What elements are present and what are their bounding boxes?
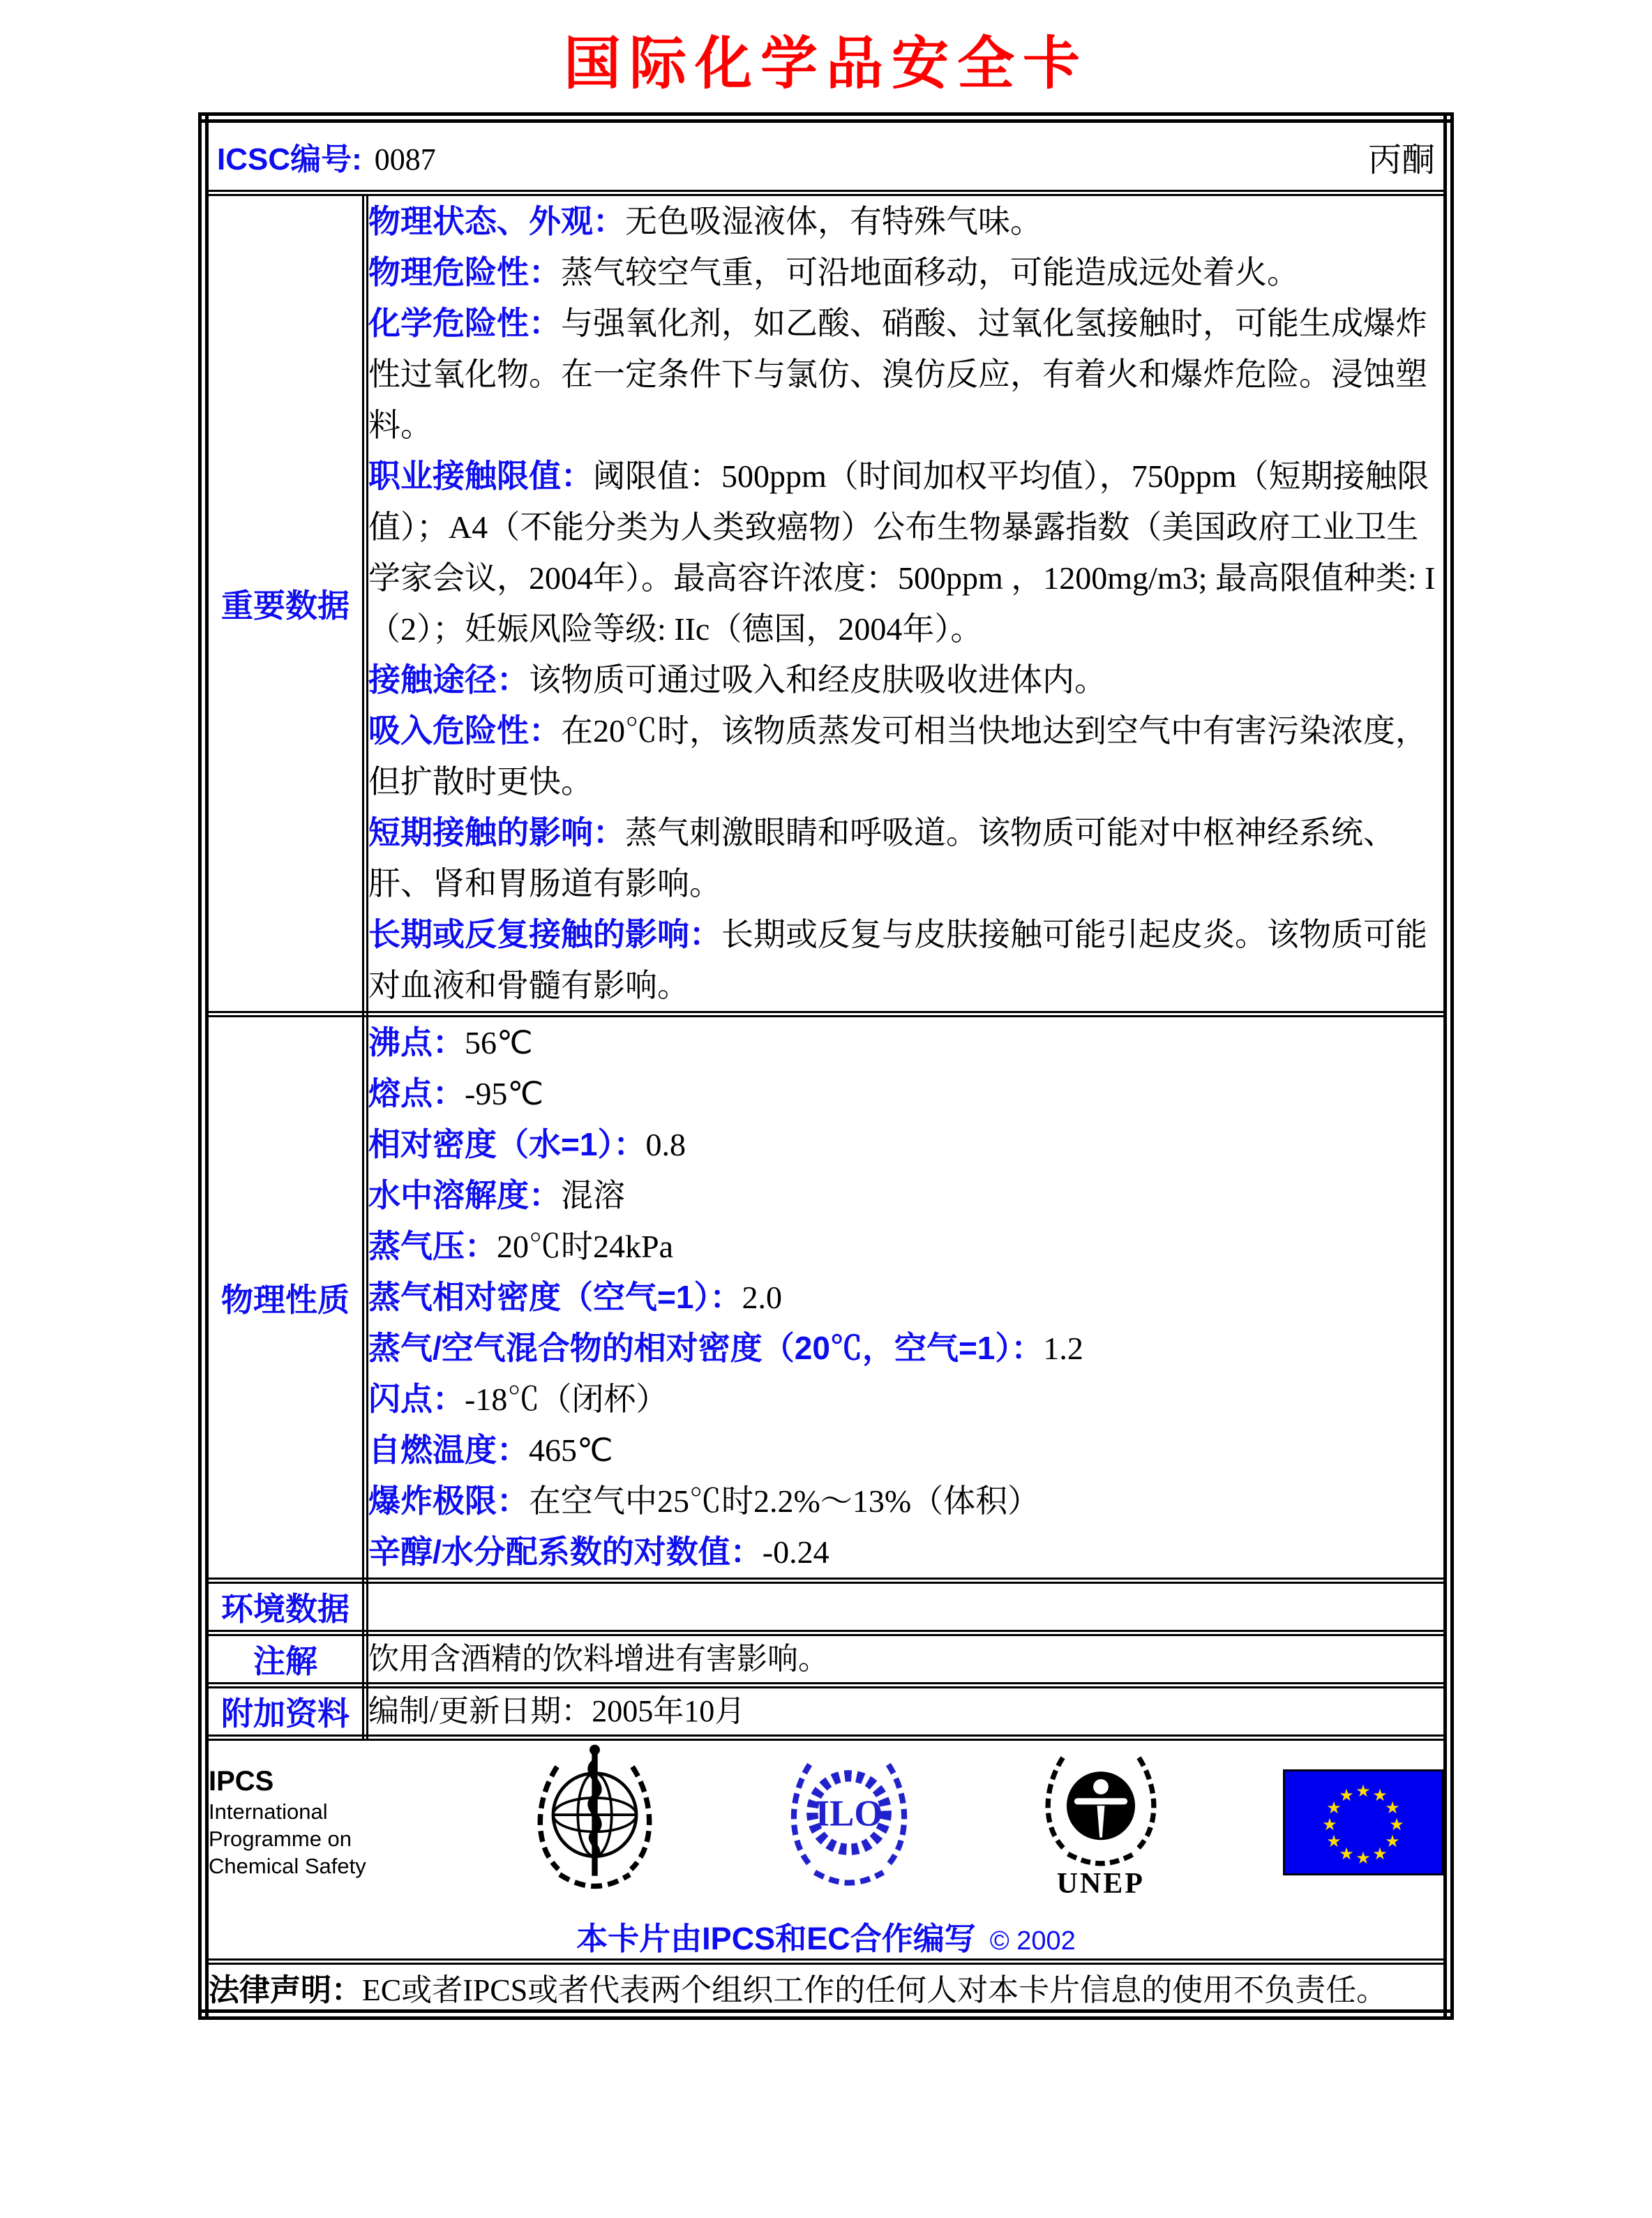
data-item xyxy=(368,909,1443,1011)
credit-line xyxy=(209,1913,1443,1958)
header-row xyxy=(204,118,1449,193)
property-item xyxy=(368,1425,1443,1476)
item-label: 物理危险性： xyxy=(368,254,561,290)
ilo-logo xyxy=(779,1748,919,1896)
copyright-text: © 2002 xyxy=(989,1926,1076,1956)
eu-flag xyxy=(1283,1769,1443,1875)
data-item xyxy=(368,451,1443,654)
item-text: 与强氧化剂，如乙酸、硝酸、过氧化氢接触时，可能生成爆炸性过氧化物。在一定条件下与氯仿、溴仿反应，有着火和爆炸危险。浸蚀塑料。 xyxy=(368,306,1427,443)
item-text: -0.24 xyxy=(762,1534,829,1570)
property-item xyxy=(368,1221,1443,1272)
legal-cell xyxy=(204,1962,1449,2015)
svg-text:★: ★ xyxy=(1339,1843,1354,1864)
row-label-notes: 注解 xyxy=(253,1643,317,1679)
property-item xyxy=(368,1323,1443,1374)
item-text: -18℃（闭杯） xyxy=(465,1381,668,1417)
page-title: 国际化学品安全卡 xyxy=(563,32,1088,96)
data-item xyxy=(368,654,1443,705)
item-label: 化学危险性： xyxy=(368,305,561,341)
ipcs-line: Programme on xyxy=(209,1827,352,1851)
item-label: 水中溶解度： xyxy=(368,1177,561,1213)
chemical-name: 丙酮 xyxy=(1367,141,1435,179)
item-label: 物理状态、外观： xyxy=(368,203,625,239)
item-text: 长期或反复与皮肤接触可能引起皮炎。该物质可能对血液和骨髓有影响。 xyxy=(368,917,1427,1003)
additional-info-content xyxy=(366,1686,1449,1738)
notes-text: 饮用含酒精的饮料增进有害影响。 xyxy=(368,1642,829,1676)
item-label: 蒸气压： xyxy=(368,1228,497,1264)
notes-content xyxy=(366,1633,1449,1686)
physical-properties-content xyxy=(366,1014,1449,1581)
item-label: 相对密度（水=1）： xyxy=(368,1126,646,1162)
row-label-additional-info: 附加资料 xyxy=(221,1695,350,1732)
svg-text:★: ★ xyxy=(1372,1785,1388,1805)
data-item xyxy=(368,705,1443,807)
legal-row xyxy=(204,1962,1449,2015)
physical-properties-row xyxy=(204,1014,1449,1581)
item-text: 在空气中25℃时2.2%～13%（体积） xyxy=(529,1483,1040,1519)
item-label: 职业接触限值： xyxy=(368,458,593,494)
legal-label: 法律声明： xyxy=(209,1973,362,2007)
item-text: 混溶 xyxy=(561,1178,625,1213)
additional-info-text: 编制/更新日期：2005年10月 xyxy=(368,1694,746,1728)
item-text: 蒸气刺激眼睛和呼吸道。该物质可能对中枢神经系统、肝、肾和胃肠道有影响。 xyxy=(368,815,1395,901)
unep-logo xyxy=(1031,1745,1171,1899)
icsc-number-value: 0087 xyxy=(374,142,436,177)
property-item xyxy=(368,1527,1443,1578)
item-text: 2.0 xyxy=(742,1280,782,1315)
item-label: 爆炸极限： xyxy=(368,1483,529,1519)
item-label: 辛醇/水分配系数的对数值： xyxy=(368,1534,763,1570)
ilo-logo-text: ILO xyxy=(815,1793,883,1834)
item-label: 长期或反复接触的影响： xyxy=(368,916,721,952)
item-text: 56℃ xyxy=(465,1025,533,1061)
row-label-environmental-data: 环境数据 xyxy=(221,1591,350,1627)
svg-text:★: ★ xyxy=(1326,1797,1342,1818)
item-label: 短期接触的影响： xyxy=(368,814,625,851)
data-item xyxy=(368,247,1443,298)
row-label-important-data: 重要数据 xyxy=(221,587,350,624)
ipcs-line: International xyxy=(209,1799,328,1824)
important-data-content xyxy=(366,193,1449,1014)
item-text: 1.2 xyxy=(1043,1331,1083,1366)
svg-text:★: ★ xyxy=(1356,1848,1371,1868)
property-item xyxy=(368,1017,1443,1068)
svg-text:★: ★ xyxy=(1339,1785,1354,1805)
property-item xyxy=(368,1170,1443,1221)
unep-logo-text: UNEP xyxy=(1056,1868,1145,1900)
item-label: 蒸气/空气混合物的相对密度（20℃，空气=1）： xyxy=(368,1330,1044,1366)
item-text: 蒸气较空气重，可沿地面移动，可能造成远处着火。 xyxy=(561,255,1299,290)
important-data-row xyxy=(204,193,1449,1014)
svg-text:★: ★ xyxy=(1326,1831,1342,1851)
icsc-number-label: ICSC编号: xyxy=(217,142,362,177)
ipcs-line: Chemical Safety xyxy=(209,1854,366,1878)
property-item xyxy=(368,1068,1443,1119)
item-text: -95℃ xyxy=(465,1076,543,1111)
item-label: 吸入危险性： xyxy=(368,712,561,749)
item-label: 自燃温度： xyxy=(368,1432,529,1468)
property-item xyxy=(368,1374,1443,1425)
property-item xyxy=(368,1476,1443,1527)
item-label: 沸点： xyxy=(368,1024,465,1061)
item-text: 0.8 xyxy=(645,1127,686,1162)
svg-text:★: ★ xyxy=(1372,1843,1388,1864)
svg-text:★: ★ xyxy=(1389,1814,1404,1834)
credit-text: 本卡片由IPCS和EC合作编写 xyxy=(576,1921,976,1956)
item-label: 接触途径： xyxy=(368,661,529,698)
logos-row xyxy=(204,1738,1449,1962)
item-label: 闪点： xyxy=(368,1381,465,1417)
svg-text:★: ★ xyxy=(1322,1814,1337,1834)
property-item xyxy=(368,1272,1443,1323)
additional-info-row xyxy=(204,1686,1449,1738)
item-text: 在20℃时，该物质蒸发可相当快地达到空气中有害污染浓度，但扩散时更快。 xyxy=(368,713,1427,800)
data-item xyxy=(368,298,1443,451)
ipcs-block xyxy=(209,1764,411,1880)
item-text: 无色吸湿液体，有特殊气味。 xyxy=(625,204,1042,239)
data-item xyxy=(368,807,1443,909)
ipcs-acronym: IPCS xyxy=(209,1766,274,1797)
item-text: 该物质可通过吸入和经皮肤吸收进体内。 xyxy=(529,662,1106,698)
svg-text:★: ★ xyxy=(1385,1831,1400,1851)
item-label: 蒸气相对密度（空气=1）： xyxy=(368,1279,742,1315)
icsc-card-table xyxy=(198,112,1454,2020)
svg-text:★: ★ xyxy=(1356,1781,1371,1801)
environmental-data-content xyxy=(366,1581,1449,1633)
item-text: 20℃时24kPa xyxy=(497,1229,673,1264)
data-item xyxy=(368,196,1443,247)
legal-text: EC或者IPCS或者代表两个组织工作的任何人对本卡片信息的使用不负责任。 xyxy=(362,1973,1388,2007)
item-text: 阈限值：500ppm（时间加权平均值），750ppm（短期接触限值）；A4（不能分类为人类致癌物）公布生物暴露指数（美国政府工业卫生学家会议，2004年）。最高容许浓度：500ppm ，1200mg/m3; 最高限值种类: I（2）；妊娠风险等级: IIc（德国，2004年）。 xyxy=(368,458,1436,647)
item-text: 465℃ xyxy=(529,1432,613,1468)
who-logo xyxy=(523,1741,666,1903)
notes-row xyxy=(204,1633,1449,1686)
svg-text:★: ★ xyxy=(1385,1797,1400,1818)
logos-cell xyxy=(204,1738,1449,1962)
property-item xyxy=(368,1119,1443,1170)
environmental-data-row xyxy=(204,1581,1449,1633)
row-label-physical-properties: 物理性质 xyxy=(221,1281,350,1318)
item-label: 熔点： xyxy=(368,1075,465,1111)
card-header xyxy=(209,123,1443,190)
